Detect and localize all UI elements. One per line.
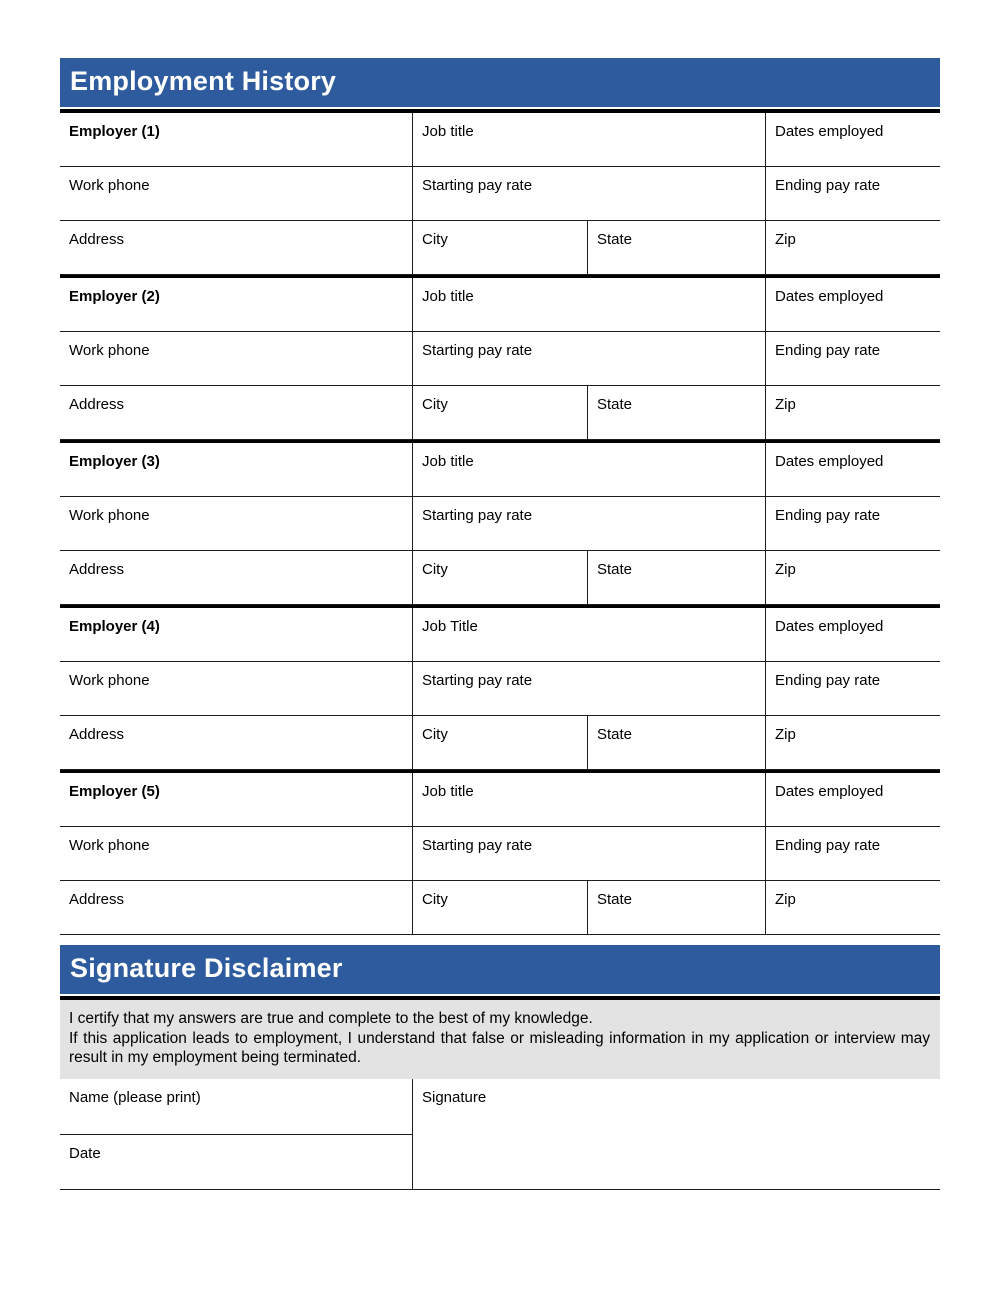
- employer-name-field[interactable]: [60, 443, 412, 496]
- starting-pay-label: Starting pay rate: [422, 507, 533, 524]
- ending-pay-label: Ending pay rate: [775, 672, 881, 689]
- name-label: Name (please print): [69, 1089, 201, 1107]
- address-field[interactable]: [60, 221, 412, 274]
- ending-pay-label: Ending pay rate: [775, 837, 881, 854]
- city-field[interactable]: [412, 881, 587, 934]
- form-content: [60, 58, 940, 1190]
- job-title-field[interactable]: [412, 608, 765, 661]
- address-field[interactable]: [60, 881, 412, 934]
- employer-name-field[interactable]: [60, 278, 412, 331]
- employer-label: Employer (4): [69, 618, 160, 635]
- employer-block-1: [60, 113, 940, 275]
- zip-label: Zip: [775, 561, 796, 578]
- job-title-label: Job Title: [422, 618, 478, 635]
- starting-pay-field[interactable]: [412, 662, 765, 715]
- signature-label: Signature: [422, 1089, 487, 1107]
- starting-pay-field[interactable]: [412, 167, 765, 220]
- signature-grid: [60, 1079, 940, 1190]
- job-title-label: Job title: [422, 783, 474, 800]
- city-label: City: [422, 891, 448, 908]
- employer-block-4: [60, 605, 940, 770]
- date-field[interactable]: [60, 1135, 412, 1189]
- state-label: State: [597, 396, 633, 413]
- table-row: [60, 773, 940, 827]
- ending-pay-label: Ending pay rate: [775, 177, 881, 194]
- dates-employed-field[interactable]: [765, 443, 940, 496]
- work-phone-field[interactable]: [60, 332, 412, 385]
- table-row: [60, 497, 940, 551]
- dates-employed-label: Dates employed: [775, 123, 884, 140]
- zip-field[interactable]: [765, 221, 940, 274]
- disclaimer-line-1: I certify that my answers are true and complete to the best of my knowledge.: [69, 1010, 593, 1027]
- disclaimer-line-2: If this application leads to employment, I understand that false or misleading information in my application or interview may result in my employment being terminated.: [69, 1029, 930, 1067]
- city-field[interactable]: [412, 716, 587, 769]
- job-title-field[interactable]: [412, 113, 765, 166]
- starting-pay-label: Starting pay rate: [422, 177, 533, 194]
- zip-field[interactable]: [765, 881, 940, 934]
- dates-employed-field[interactable]: [765, 113, 940, 166]
- starting-pay-label: Starting pay rate: [422, 342, 533, 359]
- employment-history-header: Employment History: [60, 58, 940, 107]
- state-field[interactable]: [587, 716, 765, 769]
- zip-label: Zip: [775, 231, 796, 248]
- job-title-field[interactable]: [412, 773, 765, 826]
- work-phone-label: Work phone: [69, 507, 150, 524]
- employer-label: Employer (3): [69, 453, 160, 470]
- address-label: Address: [69, 231, 125, 248]
- starting-pay-field[interactable]: [412, 332, 765, 385]
- employer-label: Employer (5): [69, 783, 160, 800]
- zip-label: Zip: [775, 726, 796, 743]
- zip-label: Zip: [775, 891, 796, 908]
- employment-history-table: [60, 113, 940, 935]
- dates-employed-field[interactable]: [765, 773, 940, 826]
- ending-pay-field[interactable]: [765, 827, 940, 880]
- city-field[interactable]: [412, 551, 587, 604]
- state-field[interactable]: [587, 221, 765, 274]
- address-label: Address: [69, 561, 125, 578]
- ending-pay-field[interactable]: [765, 167, 940, 220]
- address-field[interactable]: [60, 716, 412, 769]
- state-label: State: [597, 561, 633, 578]
- job-title-field[interactable]: [412, 278, 765, 331]
- table-row: [60, 221, 940, 275]
- work-phone-label: Work phone: [69, 672, 150, 689]
- table-row: [60, 278, 940, 332]
- dates-employed-label: Dates employed: [775, 618, 884, 635]
- zip-label: Zip: [775, 396, 796, 413]
- state-field[interactable]: [587, 551, 765, 604]
- employer-name-field[interactable]: [60, 773, 412, 826]
- state-field[interactable]: [587, 881, 765, 934]
- work-phone-field[interactable]: [60, 662, 412, 715]
- ending-pay-label: Ending pay rate: [775, 507, 881, 524]
- job-title-field[interactable]: [412, 443, 765, 496]
- employer-block-2: [60, 275, 940, 440]
- dates-employed-field[interactable]: [765, 608, 940, 661]
- employer-block-5: [60, 770, 940, 935]
- address-field[interactable]: [60, 551, 412, 604]
- job-title-label: Job title: [422, 453, 474, 470]
- city-label: City: [422, 561, 448, 578]
- ending-pay-field[interactable]: [765, 662, 940, 715]
- work-phone-field[interactable]: [60, 167, 412, 220]
- table-row: [60, 881, 940, 935]
- work-phone-label: Work phone: [69, 342, 150, 359]
- date-label: Date: [69, 1145, 101, 1163]
- signature-section: [60, 945, 940, 1190]
- employer-name-field[interactable]: [60, 113, 412, 166]
- ending-pay-label: Ending pay rate: [775, 342, 881, 359]
- address-label: Address: [69, 396, 125, 413]
- starting-pay-field[interactable]: [412, 827, 765, 880]
- state-label: State: [597, 726, 633, 743]
- work-phone-label: Work phone: [69, 177, 150, 194]
- work-phone-label: Work phone: [69, 837, 150, 854]
- ending-pay-field[interactable]: [765, 332, 940, 385]
- table-row: [60, 386, 940, 440]
- starting-pay-label: Starting pay rate: [422, 672, 533, 689]
- employer-label: Employer (1): [69, 123, 160, 140]
- employer-block-3: [60, 440, 940, 605]
- table-row: [60, 551, 940, 605]
- dates-employed-label: Dates employed: [775, 453, 884, 470]
- name-field[interactable]: [60, 1079, 412, 1135]
- city-label: City: [422, 396, 448, 413]
- table-row: [60, 113, 940, 167]
- signature-left-column: [60, 1079, 412, 1189]
- city-label: City: [422, 726, 448, 743]
- disclaimer-text-box: [60, 1000, 940, 1079]
- city-label: City: [422, 231, 448, 248]
- address-field[interactable]: [60, 386, 412, 439]
- dates-employed-field[interactable]: [765, 278, 940, 331]
- table-row: [60, 608, 940, 662]
- state-label: State: [597, 891, 633, 908]
- table-row: [60, 332, 940, 386]
- state-label: State: [597, 231, 633, 248]
- table-row: [60, 827, 940, 881]
- table-row: [60, 167, 940, 221]
- table-row: [60, 443, 940, 497]
- city-field[interactable]: [412, 386, 587, 439]
- signature-disclaimer-header: Signature Disclaimer: [60, 945, 940, 994]
- zip-field[interactable]: [765, 551, 940, 604]
- work-phone-field[interactable]: [60, 497, 412, 550]
- job-title-label: Job title: [422, 123, 474, 140]
- table-row: [60, 662, 940, 716]
- starting-pay-label: Starting pay rate: [422, 837, 533, 854]
- state-field[interactable]: [587, 386, 765, 439]
- starting-pay-field[interactable]: [412, 497, 765, 550]
- dates-employed-label: Dates employed: [775, 288, 884, 305]
- employer-name-field[interactable]: [60, 608, 412, 661]
- zip-field[interactable]: [765, 716, 940, 769]
- table-row: [60, 716, 940, 770]
- job-title-label: Job title: [422, 288, 474, 305]
- ending-pay-field[interactable]: [765, 497, 940, 550]
- signature-field[interactable]: [412, 1079, 940, 1189]
- address-label: Address: [69, 726, 125, 743]
- employer-label: Employer (2): [69, 288, 160, 305]
- zip-field[interactable]: [765, 386, 940, 439]
- dates-employed-label: Dates employed: [775, 783, 884, 800]
- address-label: Address: [69, 891, 125, 908]
- work-phone-field[interactable]: [60, 827, 412, 880]
- city-field[interactable]: [412, 221, 587, 274]
